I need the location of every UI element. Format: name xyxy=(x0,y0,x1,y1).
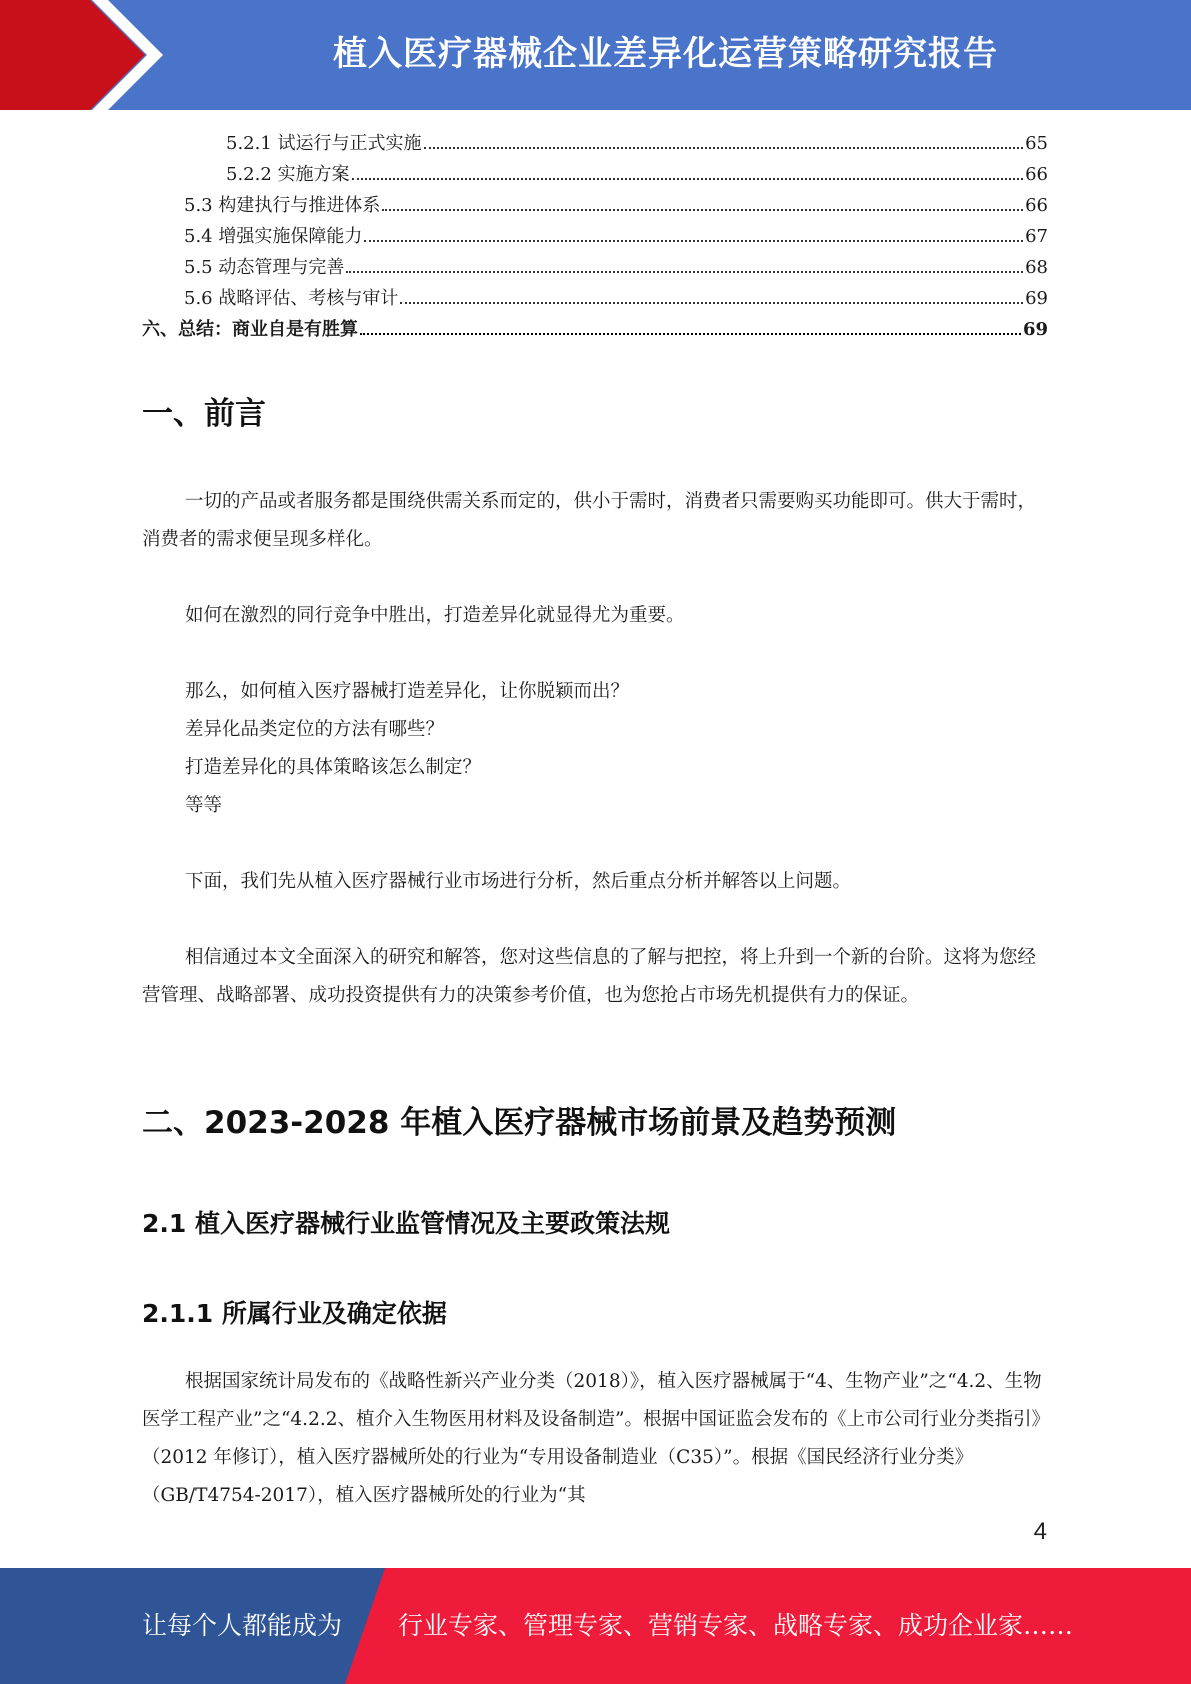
question-line: 差异化品类定位的方法有哪些？ xyxy=(185,719,445,740)
toc-entry-page: 66 xyxy=(1025,195,1048,216)
toc-entry[interactable] xyxy=(142,283,1048,314)
paragraph: 相信通过本文全面深入的研究和解答，您对这些信息的了解与把控，将上升到一个新的台阶。这将为您经营管理、战略部署、成功投资提供有力的决策参考价值，也为您抢占市场先机提供有力的保证。 xyxy=(142,947,1037,1006)
toc-entry-page: 66 xyxy=(1025,164,1048,185)
toc-entry-label: 5.3 构建执行与推进体系 xyxy=(184,195,381,216)
page-header xyxy=(0,0,1191,110)
toc-entry[interactable] xyxy=(142,159,1048,190)
toc-dot-leader xyxy=(346,271,1023,273)
paragraph: 如何在激烈的同行竞争中胜出，打造差异化就显得尤为重要。 xyxy=(185,605,685,626)
toc-entry-label: 5.4 增强实施保障能力 xyxy=(184,226,363,247)
toc-entry-label: 5.2.1 试运行与正式实施 xyxy=(226,133,422,154)
toc-entry-label: 5.6 战略评估、考核与审计 xyxy=(184,288,399,309)
toc-entry-page: 69 xyxy=(1025,288,1048,309)
toc-entry-page: 68 xyxy=(1025,257,1048,278)
toc-entry[interactable] xyxy=(142,190,1048,221)
report-title: 植入医疗器械企业差异化运营策略研究报告 xyxy=(333,34,998,74)
page-number: 4 xyxy=(1033,1518,1047,1545)
table-of-contents xyxy=(142,128,1048,345)
toc-dot-leader xyxy=(364,240,1023,242)
toc-dot-leader xyxy=(400,302,1023,304)
question-line: 那么，如何植入医疗器械打造差异化，让你脱颖而出？ xyxy=(185,681,630,702)
question-line: 打造差异化的具体策略该怎么制定？ xyxy=(185,757,482,778)
footer-slogan-left: 让每个人都能成为 xyxy=(142,1611,343,1640)
toc-entry-page: 65 xyxy=(1025,133,1048,154)
toc-entry-label: 5.5 动态管理与完善 xyxy=(184,257,345,278)
toc-entry[interactable] xyxy=(142,221,1048,252)
section-heading-market-outlook: 二、2023-2028 年植入医疗器械市场前景及趋势预测 xyxy=(142,1105,897,1141)
subsection-heading: 2.1 植入医疗器械行业监管情况及主要政策法规 xyxy=(142,1209,670,1238)
question-line: 等等 xyxy=(185,795,223,816)
subsection-heading: 2.1.1 所属行业及确定依据 xyxy=(142,1299,447,1328)
toc-entry-page: 67 xyxy=(1025,226,1048,247)
section-heading-preface: 一、前言 xyxy=(142,396,266,432)
toc-dot-leader xyxy=(352,178,1024,180)
paragraph: 下面，我们先从植入医疗器械行业市场进行分析，然后重点分析并解答以上问题。 xyxy=(185,871,852,892)
page-footer xyxy=(0,1568,1191,1684)
toc-dot-leader xyxy=(382,209,1023,211)
toc-dot-leader xyxy=(424,147,1024,149)
toc-entry-label: 5.2.2 实施方案 xyxy=(226,164,350,185)
toc-entry-page: 69 xyxy=(1022,319,1048,340)
toc-entry[interactable] xyxy=(142,314,1048,345)
toc-entry[interactable] xyxy=(142,252,1048,283)
paragraph: 根据国家统计局发布的《战略性新兴产业分类（2018）》，植入医疗器械属于“4、生物产业”之“4.2、生物医学工程产业”之“4.2.2、植介入生物医用材料及设备制造”。根据中国证监会发布的《上市公司行业分类指引》（2012 年修订），植入医疗器械所处的行业为“专用设备制造业（C35）”。根据《国民经济行业分类》（GB/T4754-2017），植入医疗器械所处的行业为“其 xyxy=(142,1371,1042,1506)
paragraph: 一切的产品或者服务都是围绕供需关系而定的，供小于需时，消费者只需要购买功能即可。供大于需时，消费者的需求便呈现多样化。 xyxy=(142,491,1037,550)
toc-dot-leader xyxy=(360,333,1021,335)
footer-slogan-right: 行业专家、管理专家、营销专家、战略专家、成功企业家…… xyxy=(398,1611,1074,1640)
toc-entry[interactable] xyxy=(142,128,1048,159)
toc-entry-label: 六、总结：商业自是有胜算 xyxy=(142,319,358,340)
